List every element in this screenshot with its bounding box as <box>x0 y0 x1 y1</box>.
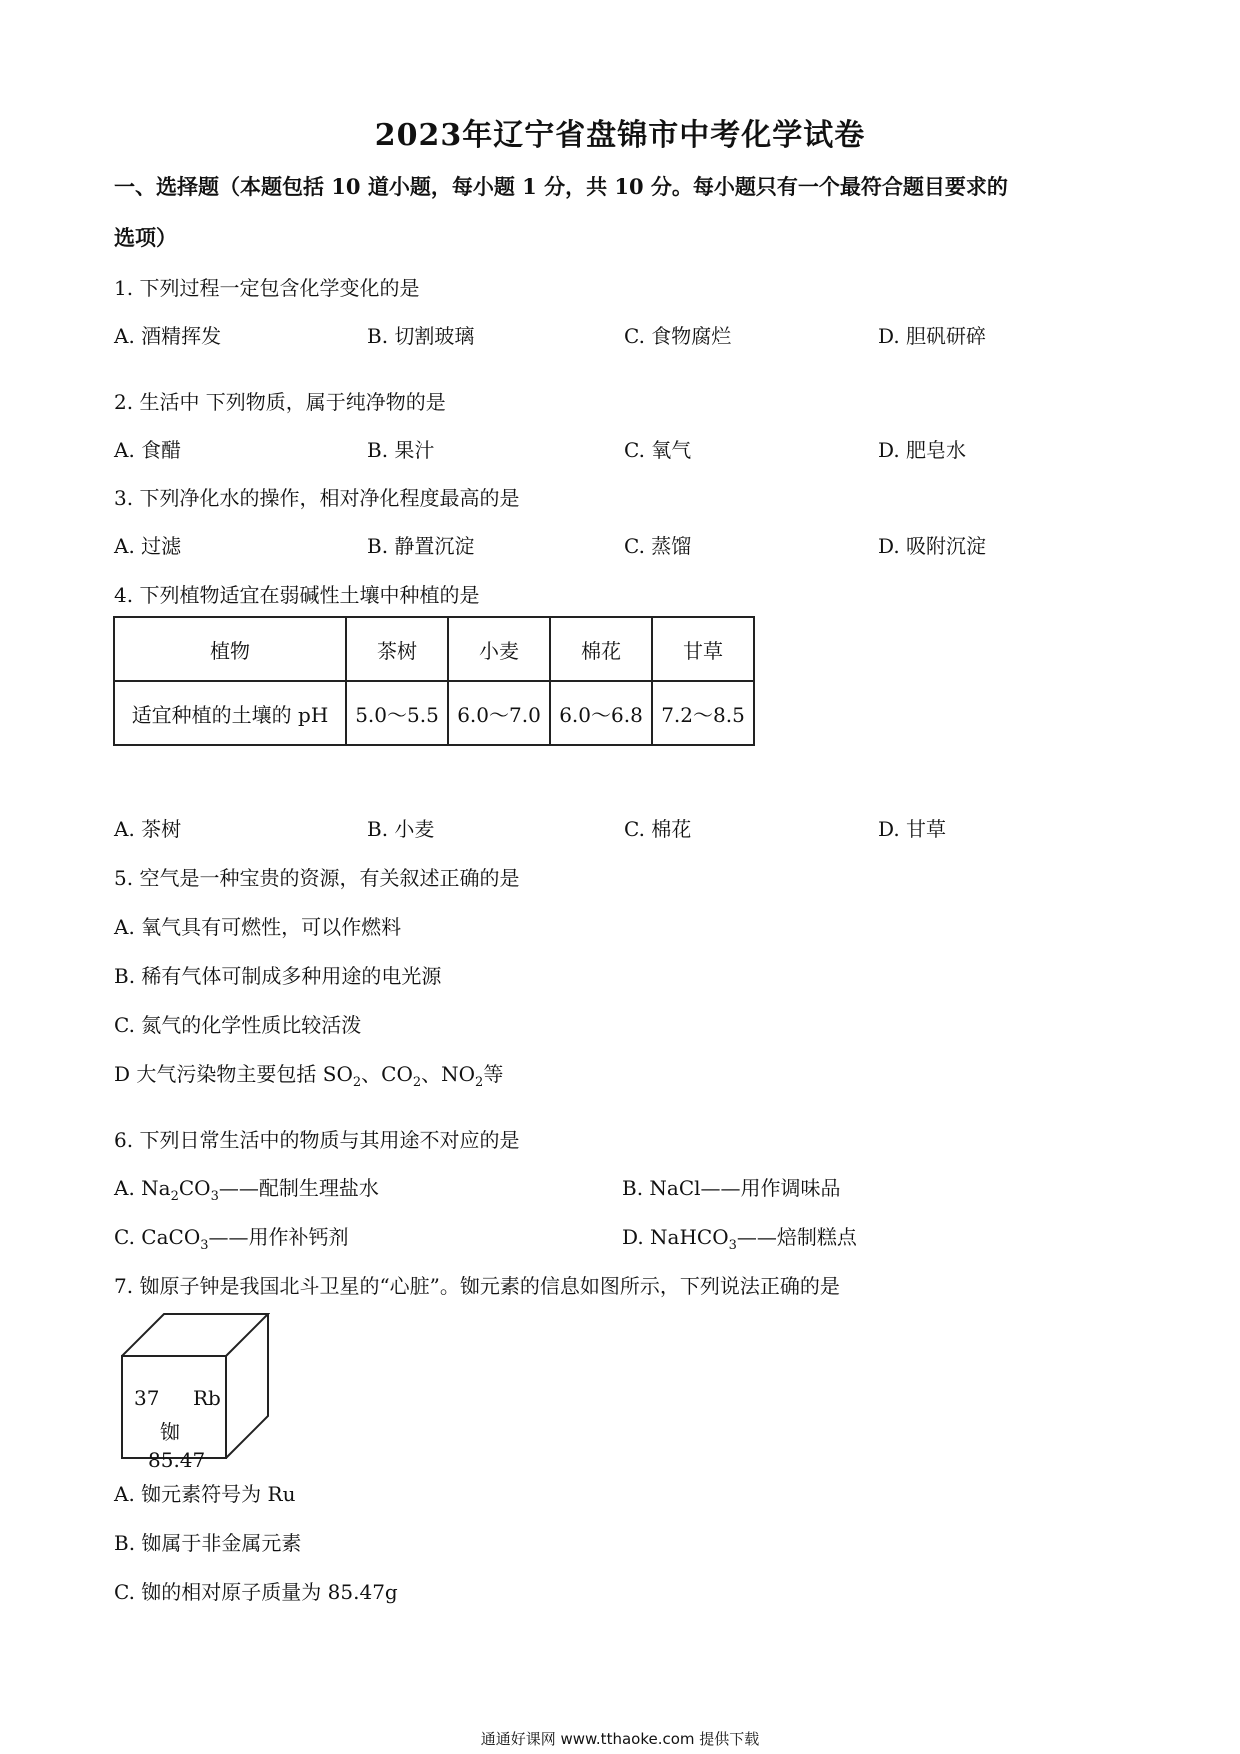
table-cell: 5.0～5.5 <box>346 681 448 745</box>
question-7-stem: 7. 铷原子钟是我国北斗卫星的“心脏”。铷元素的信息如图所示，下列说法正确的是 <box>114 1274 840 1298</box>
table-cell: 茶树 <box>346 617 448 681</box>
question-6-option-c <box>114 1221 349 1253</box>
option-text: CO <box>178 1176 211 1200</box>
question-1-stem: 1. 下列过程一定包含化学变化的是 <box>114 276 420 300</box>
question-2-option-d: D. 肥皂水 <box>878 438 967 462</box>
question-1-option-a: A. 酒精挥发 <box>114 324 222 348</box>
option-text: D. NaHCO <box>622 1225 729 1249</box>
question-1-option-b: B. 切割玻璃 <box>367 324 475 348</box>
question-5-option-a: A. 氧气具有可燃性，可以作燃料 <box>114 915 402 939</box>
table-header-row <box>114 617 754 681</box>
option-text: A. Na <box>114 1176 171 1200</box>
table-cell: 6.0～6.8 <box>550 681 652 745</box>
question-3-option-c: C. 蒸馏 <box>624 534 692 558</box>
question-7-option-c: C. 铷的相对原子质量为 85.47g <box>114 1580 398 1604</box>
question-2-option-a: A. 食醋 <box>114 438 182 462</box>
question-6-option-a <box>114 1172 379 1204</box>
subscript: 2 <box>170 1189 179 1204</box>
section-heading-line2: 选项） <box>114 225 177 250</box>
question-2-stem: 2. 生活中 下列物质，属于纯净物的是 <box>114 390 446 414</box>
question-4-option-a: A. 茶树 <box>114 817 182 841</box>
subscript: 2 <box>475 1075 484 1090</box>
subscript: 2 <box>412 1075 422 1090</box>
question-2-option-c: C. 氧气 <box>624 438 692 462</box>
question-3-option-d: D. 吸附沉淀 <box>878 534 987 558</box>
option-text: D 大气污染物主要包括 SO <box>114 1062 353 1086</box>
question-4-stem: 4. 下列植物适宜在弱碱性土壤中种植的是 <box>114 583 480 607</box>
subscript: 3 <box>210 1189 219 1204</box>
subscript: 3 <box>728 1238 737 1253</box>
question-3-stem: 3. 下列净化水的操作，相对净化程度最高的是 <box>114 486 520 510</box>
element-cube-diagram <box>120 1312 270 1472</box>
question-4-option-c: C. 棉花 <box>624 817 692 841</box>
table-cell: 植物 <box>114 617 346 681</box>
ph-table <box>113 616 755 746</box>
option-text: 、CO <box>361 1062 413 1086</box>
question-2-option-b: B. 果汁 <box>367 438 435 462</box>
table-cell: 小麦 <box>448 617 550 681</box>
subscript: 3 <box>200 1238 209 1253</box>
option-text: ——配制生理盐水 <box>218 1176 379 1200</box>
question-7-option-b: B. 铷属于非金属元素 <box>114 1531 302 1555</box>
option-text: C. CaCO <box>114 1225 201 1249</box>
question-1-option-d: D. 胆矾研碎 <box>878 324 987 348</box>
table-cell: 甘草 <box>652 617 754 681</box>
question-5-option-c: C. 氮气的化学性质比较活泼 <box>114 1013 362 1037</box>
question-7-option-a: A. 铷元素符号为 Ru <box>114 1482 296 1506</box>
question-3-option-a: A. 过滤 <box>114 534 182 558</box>
question-5-option-b: B. 稀有气体可制成多种用途的电光源 <box>114 964 442 988</box>
option-text: ——焙制糕点 <box>736 1225 857 1249</box>
question-4-option-b: B. 小麦 <box>367 817 435 841</box>
section-heading-line1: 一、选择题（本题包括 10 道小题，每小题 1 分，共 10 分。每小题只有一个最符合题目要求的 <box>114 174 1008 199</box>
element-name: 铷 <box>160 1420 180 1444</box>
option-text: ——用作补钙剂 <box>208 1225 349 1249</box>
subscript: 2 <box>352 1075 362 1090</box>
question-6-option-d <box>622 1221 857 1253</box>
table-row <box>114 681 754 745</box>
question-6-option-b: B. NaCl——用作调味品 <box>622 1176 841 1200</box>
atomic-number: 37 <box>134 1386 160 1410</box>
option-text: 等 <box>483 1062 504 1086</box>
question-6-stem: 6. 下列日常生活中的物质与其用途不对应的是 <box>114 1128 520 1152</box>
table-cell: 适宜种植的土壤的 pH <box>114 681 346 745</box>
table-cell: 6.0～7.0 <box>448 681 550 745</box>
question-4-option-d: D. 甘草 <box>878 817 947 841</box>
atomic-mass: 85.47 <box>148 1448 206 1472</box>
page-footer: 通通好课网 www.tthaoke.com 提供下载 <box>480 1730 760 1748</box>
question-5-stem: 5. 空气是一种宝贵的资源，有关叙述正确的是 <box>114 866 520 890</box>
question-3-option-b: B. 静置沉淀 <box>367 534 475 558</box>
question-1-option-c: C. 食物腐烂 <box>624 324 732 348</box>
question-5-option-d <box>114 1058 503 1090</box>
page-title: 2023年辽宁省盘锦市中考化学试卷 <box>374 118 866 153</box>
table-cell: 棉花 <box>550 617 652 681</box>
table-cell: 7.2～8.5 <box>652 681 754 745</box>
element-symbol: Rb <box>193 1386 221 1410</box>
option-text: 、NO <box>421 1062 476 1086</box>
